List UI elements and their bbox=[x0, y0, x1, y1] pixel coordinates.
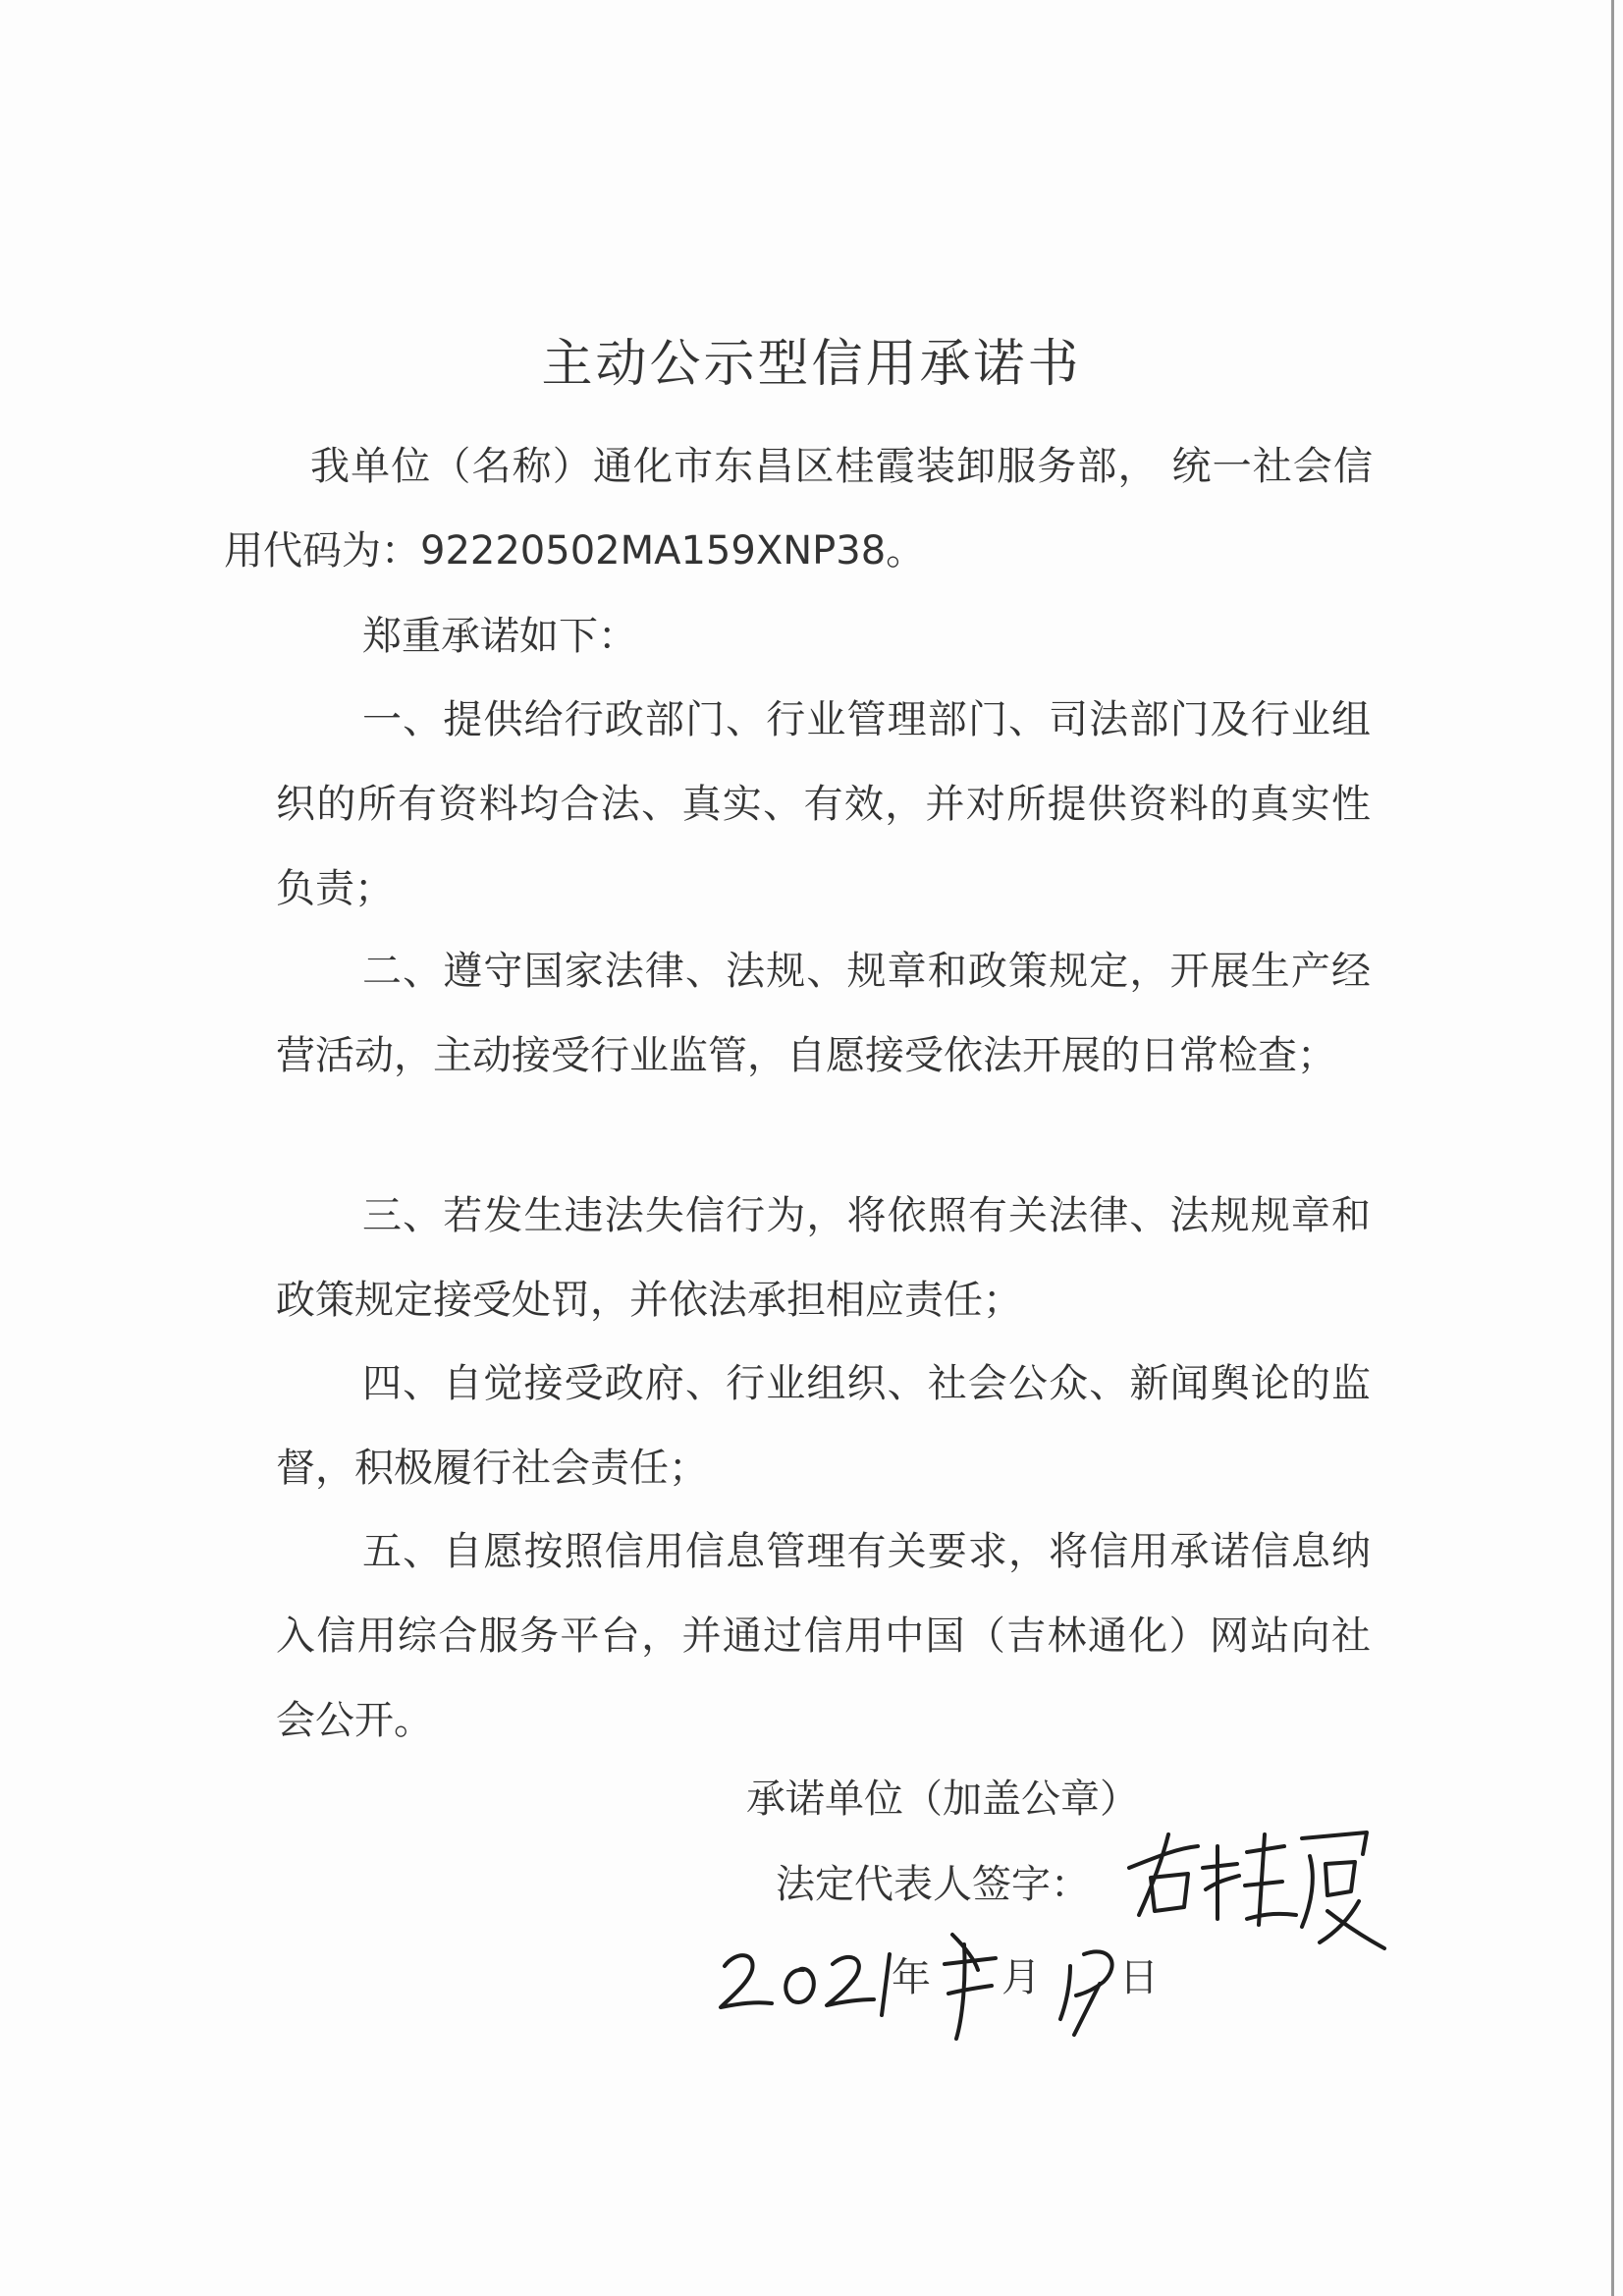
signing-date bbox=[717, 1925, 1227, 2043]
commitment-item-4: 四、自觉接受政府、行业组织、社会公众、新闻舆论的监督，积极履行社会责任； bbox=[276, 1361, 1371, 1491]
intro-paragraph: 我单位（名称）通化市东昌区桂霞装卸服务部， 统一社会信用代码为：92220502MA159XNP38。 bbox=[224, 444, 1373, 574]
commitment-item-1: 一、提供给行政部门、行业管理部门、司法部门及行业组织的所有资料均合法、真实、有效，并对所提供资料的真实性负责； bbox=[276, 697, 1371, 911]
legal-rep-label: 法定代表人签字： bbox=[776, 1862, 1090, 1907]
commitment-item-5: 五、自愿按照信用信息管理有关要求，将信用承诺信息纳入信用综合服务平台，并通过信用中国（吉林通化）网站向社会公开。 bbox=[276, 1529, 1371, 1743]
date-year-suffix: 年 bbox=[892, 1955, 931, 2000]
date-month-suffix: 月 bbox=[1001, 1955, 1041, 2000]
date-day-suffix: 日 bbox=[1119, 1955, 1159, 2000]
document-title: 主动公示型信用承诺书 bbox=[541, 335, 1082, 394]
commitment-unit-label: 承诺单位（加盖公章） bbox=[746, 1777, 1139, 1822]
commitment-item-2: 二、遵守国家法律、法规、规章和政策规定，开展生产经营活动，主动接受行业监管，自愿接受依法开展的日常检查； bbox=[276, 949, 1371, 1078]
commitment-item-3: 三、若发生违法失信行为，将依照有关法律、法规规章和政策规定接受处罚，并依法承担相应责任； bbox=[276, 1193, 1371, 1323]
lead-paragraph: 郑重承诺如下： bbox=[362, 614, 637, 659]
